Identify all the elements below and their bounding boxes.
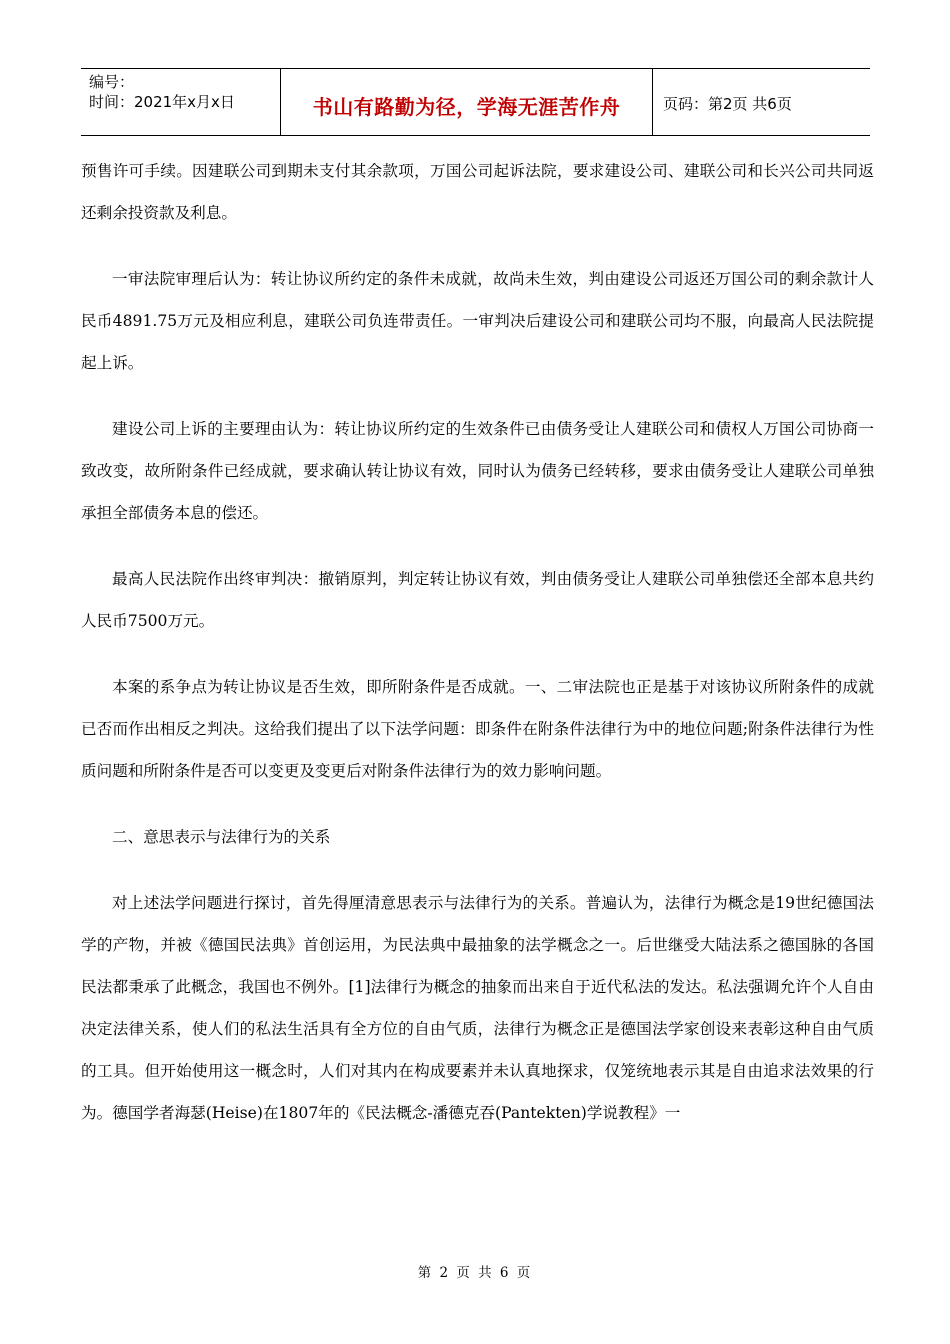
header-meta <box>81 69 281 135</box>
body-paragraph: 预售许可手续。因建联公司到期未支付其余款项，万国公司起诉法院，要求建设公司、建联公司和长兴公司共同返还剩余投资款及利息。 <box>81 162 874 222</box>
page-code-label: 页码：第2页 共6页 <box>663 94 792 113</box>
document-number-label: 编号： <box>89 73 135 91</box>
header-motto-cell <box>281 69 653 135</box>
body-paragraph: 对上述法学问题进行探讨，首先得厘清意思表示与法律行为的关系。普遍认为，法律行为概念是19世纪德国法学的产物，并被《德国民法典》首创运用，为民法典中最抽象的法学概念之一。后世继受大陆法系之德国脉的各国民法都秉承了此概念，我国也不例外。[1]法律行为概念的抽象而出来自于近代私法的发达。私法强调允许个人自由决定法律关系，使人们的私法生活具有全方位的自由气质，法律行为概念正是德国法学家创设来表彰这种自由气质的工具。但开始使用这一概念时，人们对其内在构成要素并未认真地探求，仅笼统地表示其是自由追求法效果的行为。德国学者海瑟(Heise)在1807年的《民法概念-潘德克吞(Pantekten)学说教程》一 <box>81 894 874 1122</box>
header-page-code <box>653 69 870 135</box>
document-body <box>81 150 874 1158</box>
body-paragraph: 本案的系争点为转让协议是否生效，即所附条件是否成就。一、二审法院也正是基于对该协议所附条件的成就已否而作出相反之判决。这给我们提出了以下法学问题：即条件在附条件法律行为中的地位问题;附条件法律行为性质问题和所附条件是否可以变更及变更后对附条件法律行为的效力影响问题。 <box>81 678 874 780</box>
page-footer: 第 2 页 共 6 页 <box>417 1265 533 1281</box>
header-motto: 书山有路勤为径，学海无涯苦作舟 <box>312 94 621 119</box>
body-paragraph: 一审法院审理后认为：转让协议所约定的条件未成就，故尚未生效，判由建设公司返还万国公司的剩余款计人民币4891.75万元及相应利息，建联公司负连带责任。一审判决后建设公司和建联公司均不服，向最高人民法院提起上诉。 <box>81 270 874 372</box>
body-paragraph: 最高人民法院作出终审判决：撤销原判，判定转让协议有效，判由债务受让人建联公司单独偿还全部本息共约人民币7500万元。 <box>81 570 874 630</box>
section-heading: 二、意思表示与法律行为的关系 <box>112 828 331 846</box>
body-paragraph: 建设公司上诉的主要理由认为：转让协议所约定的生效条件已由债务受让人建联公司和债权人万国公司协商一致改变，故所附条件已经成就，要求确认转让协议有效，同时认为债务已经转移，要求由债务受让人建联公司单独承担全部债务本息的偿还。 <box>81 420 874 522</box>
document-header <box>81 68 870 136</box>
document-date-label: 时间：2021年x月x日 <box>89 93 235 111</box>
